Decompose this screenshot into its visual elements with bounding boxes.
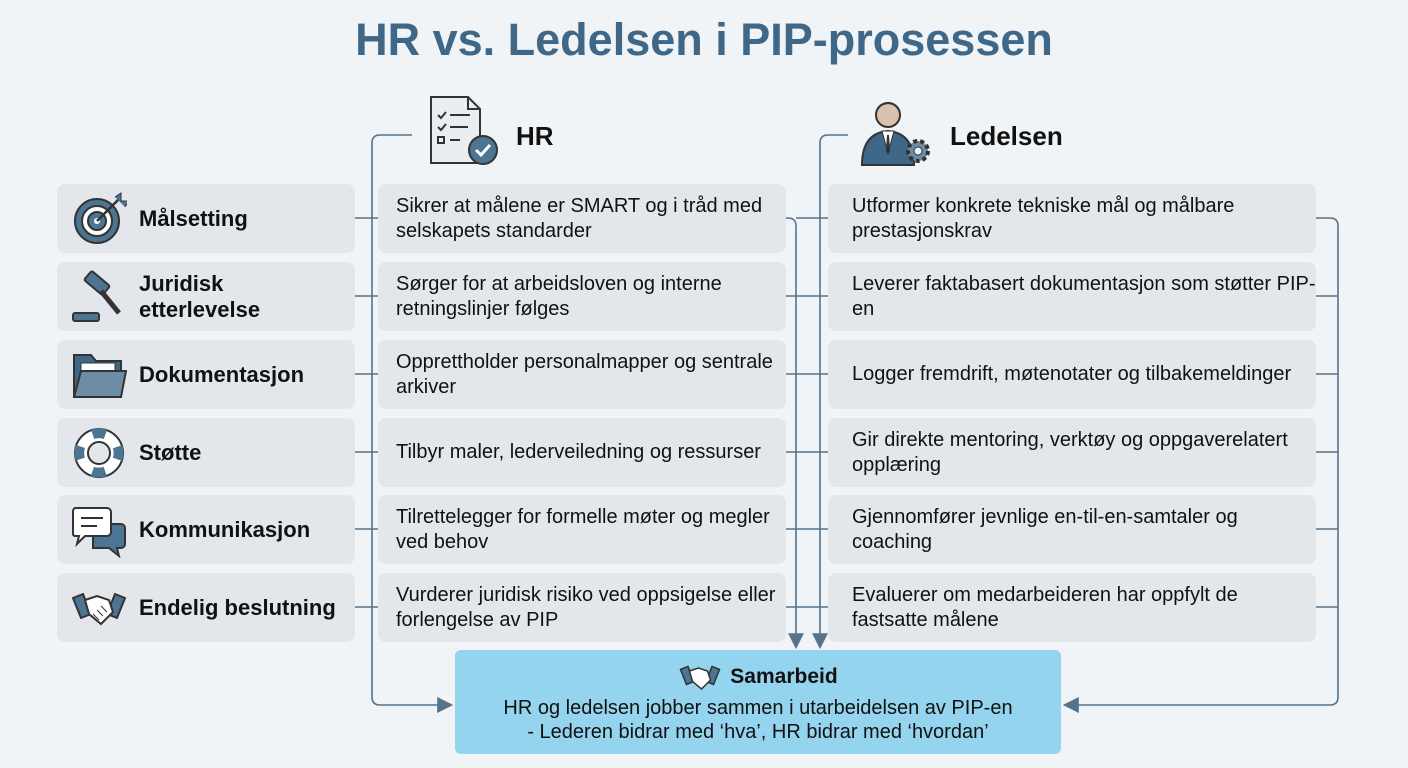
ledelsen-cell: Gir direkte mentoring, verktøy og oppgaverelatert opplæring [828, 418, 1316, 487]
category-label: Juridisk etterlevelse [139, 270, 261, 322]
category-kommunikasjon [57, 495, 355, 564]
category-label: Støtte [139, 439, 202, 465]
handshake-icon [71, 580, 127, 636]
chat-icon [71, 502, 127, 558]
category-dokumentasjon [57, 340, 355, 409]
hr-cell: Vurderer juridisk risiko ved oppsigelse eller forlengelse av PIP [378, 573, 786, 642]
category-endelig-beslutning [57, 573, 355, 642]
hr-cell: Tilrettelegger for formelle møter og megler ved behov [378, 495, 786, 564]
target-icon [71, 191, 127, 247]
collaboration-box [455, 650, 1061, 754]
collaboration-line-2: - Lederen bidrar med ‘hva’, HR bidrar med ‘hvordan’ [527, 721, 989, 743]
lifebuoy-icon [71, 425, 127, 481]
hr-cell: Opprettholder personalmapper og sentrale arkiver [378, 340, 786, 409]
hr-column-header: HR [516, 121, 554, 151]
collaboration-title: Samarbeid [730, 665, 838, 688]
category-label: Dokumentasjon [139, 361, 305, 387]
checklist-document-icon [428, 95, 500, 167]
ledelsen-cell: Gjennomfører jevnlige en-til-en-samtaler og coaching [828, 495, 1316, 564]
category-label: Målsetting [139, 205, 248, 231]
ledelsen-cell: Evaluerer om medarbeideren har oppfylt de fastsatte målene [828, 573, 1316, 642]
category-malsetting [57, 184, 355, 253]
hr-cell: Tilbyr maler, lederveiledning og ressurser [378, 418, 786, 487]
ledelsen-cell: Utformer konkrete tekniske mål og målbare prestasjonskrav [828, 184, 1316, 253]
manager-icon [860, 95, 934, 167]
category-juridisk-etterlevelse [57, 262, 355, 331]
ledelsen-cell: Logger fremdrift, møtenotater og tilbakemeldinger [828, 340, 1316, 409]
collaboration-line-1: HR og ledelsen jobber sammen i utarbeidelsen av PIP-en [503, 697, 1013, 719]
ledelsen-cell: Leverer faktabasert dokumentasjon som støtter PIP-en [828, 262, 1316, 331]
hr-cell: Sikrer at målene er SMART og i tråd med selskapets standarder [378, 184, 786, 253]
folder-icon [71, 347, 127, 403]
gavel-icon [71, 269, 127, 325]
category-label: Kommunikasjon [139, 516, 311, 542]
category-label: Endelig beslutning [139, 594, 336, 620]
hr-cell: Sørger for at arbeidsloven og interne retningslinjer følges [378, 262, 786, 331]
ledelsen-column-header: Ledelsen [950, 121, 1063, 151]
handshake-icon [678, 662, 722, 692]
category-stotte [57, 418, 355, 487]
page-title: HR vs. Ledelsen i PIP-prosessen [355, 14, 1053, 65]
